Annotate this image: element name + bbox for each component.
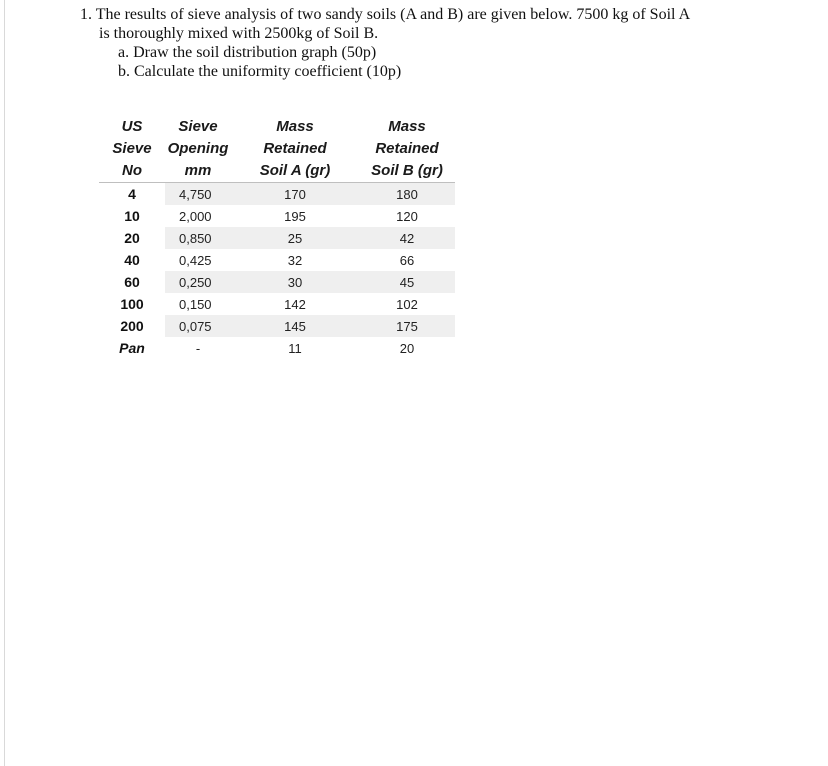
header-mass-b: Mass bbox=[388, 118, 426, 135]
sieve-no-cell: 4 bbox=[128, 186, 136, 202]
question-line-2: is thoroughly mixed with 2500kg of Soil B. bbox=[99, 25, 379, 42]
soil-a-cell: 30 bbox=[231, 271, 359, 293]
header-retained-a: Retained bbox=[263, 140, 327, 157]
soil-b-cell: 45 bbox=[359, 271, 455, 293]
table-row bbox=[99, 293, 455, 315]
soil-b-cell: 120 bbox=[396, 208, 418, 224]
opening-cell: 4,750 bbox=[165, 183, 231, 206]
header-opening: Opening bbox=[167, 140, 229, 157]
question-line-1: 1. The results of sieve analysis of two sandy soils (A and B) are given below. 7500 kg of Soil A bbox=[80, 6, 691, 23]
sieve-no-cell: 100 bbox=[120, 296, 144, 312]
table-row bbox=[99, 205, 455, 227]
soil-a-cell: 32 bbox=[287, 252, 303, 268]
table-row bbox=[99, 227, 455, 249]
sieve-no-cell: 200 bbox=[120, 318, 144, 334]
opening-cell: 0,150 bbox=[179, 296, 212, 312]
header-sieve-word: Sieve bbox=[112, 140, 152, 157]
header-us: US bbox=[121, 118, 143, 135]
sieve-no-cell: 60 bbox=[124, 274, 140, 290]
opening-cell: - bbox=[195, 340, 201, 356]
header-retained-b: Retained bbox=[375, 140, 439, 157]
sieve-no-cell: Pan bbox=[119, 340, 145, 356]
sieve-no-cell: 10 bbox=[124, 208, 140, 224]
table-row bbox=[99, 271, 455, 293]
table-row bbox=[99, 249, 455, 271]
question-part-a: a. Draw the soil distribution graph (50p) bbox=[118, 44, 377, 61]
opening-cell: 0,075 bbox=[165, 315, 231, 337]
soil-a-cell: 145 bbox=[231, 315, 359, 337]
table-row bbox=[99, 183, 455, 206]
header-mm: mm bbox=[165, 160, 231, 183]
soil-a-cell: 25 bbox=[231, 227, 359, 249]
table-header bbox=[99, 116, 455, 183]
header-soil-b: Soil B (gr) bbox=[359, 160, 455, 183]
soil-a-cell: 195 bbox=[284, 208, 306, 224]
soil-a-cell: 142 bbox=[284, 296, 306, 312]
table-row bbox=[99, 315, 455, 337]
opening-cell: 0,850 bbox=[165, 227, 231, 249]
soil-b-cell: 42 bbox=[359, 227, 455, 249]
soil-b-cell: 102 bbox=[396, 296, 418, 312]
soil-a-cell: 11 bbox=[288, 340, 302, 356]
page-edge bbox=[4, 0, 5, 766]
question-part-b: b. Calculate the uniformity coefficient (10p) bbox=[118, 63, 402, 80]
header-no: No bbox=[99, 160, 165, 183]
opening-cell: 0,250 bbox=[165, 271, 231, 293]
table-row bbox=[99, 337, 455, 359]
opening-cell: 0,425 bbox=[179, 252, 212, 268]
soil-b-cell: 20 bbox=[399, 340, 415, 356]
sieve-no-cell: 40 bbox=[124, 252, 140, 268]
opening-cell: 2,000 bbox=[179, 208, 212, 224]
soil-b-cell: 180 bbox=[359, 183, 455, 206]
soil-b-cell: 175 bbox=[359, 315, 455, 337]
sieve-no-cell: 20 bbox=[124, 230, 140, 246]
sieve-analysis-table bbox=[99, 116, 455, 359]
soil-a-cell: 170 bbox=[231, 183, 359, 206]
header-mass-a: Mass bbox=[276, 118, 314, 135]
header-soil-a: Soil A (gr) bbox=[231, 160, 359, 183]
soil-b-cell: 66 bbox=[399, 252, 415, 268]
question-text bbox=[80, 5, 780, 81]
header-sieve: Sieve bbox=[178, 118, 218, 135]
